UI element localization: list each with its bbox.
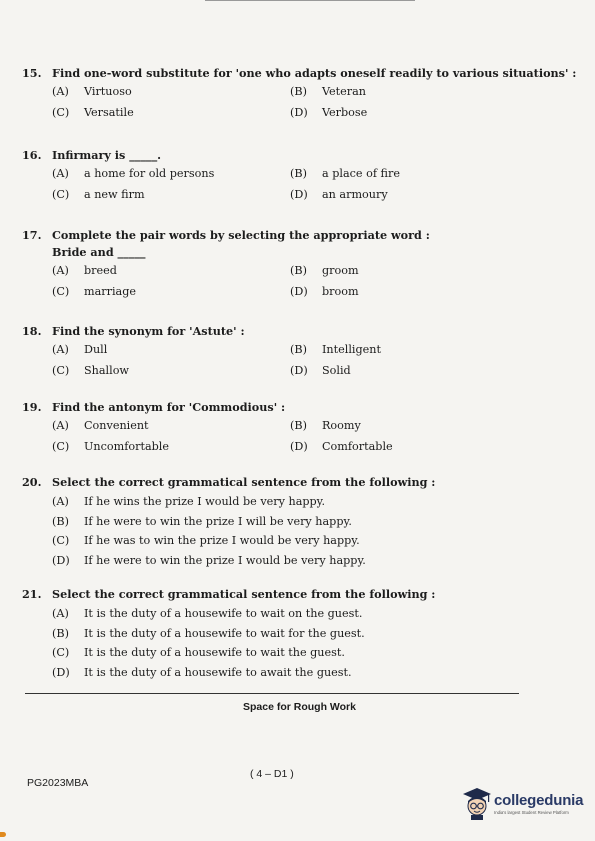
question-number: 17. — [22, 228, 42, 242]
graduate-mascot-icon — [462, 786, 492, 820]
paper-code: PG2023MBA — [27, 777, 89, 789]
option-b: (B) If he were to win the prize I will be very happy. — [52, 514, 352, 528]
option-a: (A) Convenient — [52, 419, 149, 432]
logo-tagline: India's largest Student Review Platform — [494, 809, 569, 815]
question-number: 16. — [22, 148, 42, 162]
option-d: (D) Comfortable — [290, 440, 393, 453]
question-number: 20. — [22, 475, 42, 489]
option-c: (C) Versatile — [52, 106, 134, 119]
option-a: (A) a home for old persons — [52, 167, 215, 180]
option-b: (B) Veteran — [290, 85, 367, 98]
top-edge-line — [205, 0, 415, 1]
option-d: (D) If he were to win the prize I would be very happy. — [52, 553, 366, 567]
option-a: (A) Dull — [52, 343, 108, 356]
option-d: (D) It is the duty of a housewife to await the guest. — [52, 665, 352, 679]
option-d: (D) broom — [290, 285, 359, 298]
logo-brand-text: collegedunia — [494, 791, 584, 809]
option-c: (C) marriage — [52, 285, 137, 298]
question-text: Select the correct grammatical sentence from the following : — [52, 587, 436, 601]
page-number: ( 4 – D1 ) — [250, 768, 294, 780]
page-corner-mark — [0, 832, 6, 837]
question-text: Find one-word substitute for 'one who adapts oneself readily to various situations' : — [52, 66, 577, 80]
question-number: 21. — [22, 587, 42, 601]
option-b: (B) It is the duty of a housewife to wait for the guest. — [52, 626, 365, 640]
option-a: (A) Virtuoso — [52, 85, 132, 98]
question-text: Infirmary is _____. — [52, 148, 162, 162]
option-c: (C) a new firm — [52, 188, 145, 201]
question-text: Find the antonym for 'Commodious' : — [52, 400, 286, 414]
question-18 — [22, 324, 575, 385]
option-c: (C) Uncomfortable — [52, 440, 169, 453]
question-17 — [22, 228, 575, 306]
option-d: (D) Solid — [290, 364, 351, 377]
question-text: Select the correct grammatical sentence from the following : — [52, 475, 436, 489]
question-15 — [22, 66, 575, 127]
option-c: (C) It is the duty of a housewife to wait the guest. — [52, 646, 345, 659]
question-text: Find the synonym for 'Astute' : — [52, 324, 245, 338]
option-d: (D) an armoury — [290, 188, 388, 201]
option-a: (A) breed — [52, 264, 117, 277]
collegedunia-logo — [462, 786, 583, 820]
question-20 — [22, 475, 575, 573]
question-number: 19. — [22, 400, 42, 414]
question-19 — [22, 400, 575, 461]
divider-line — [25, 693, 519, 694]
option-b: (B) Roomy — [290, 419, 361, 432]
question-number: 18. — [22, 324, 42, 338]
question-number: 15. — [22, 66, 42, 80]
option-c: (C) If he was to win the prize I would be very happy. — [52, 534, 360, 547]
option-d: (D) Verbose — [290, 106, 368, 119]
option-c: (C) Shallow — [52, 364, 130, 377]
option-b: (B) Intelligent — [290, 343, 381, 356]
rough-work-label: Space for Rough Work — [243, 701, 356, 713]
question-subtext: Bride and _____ — [52, 245, 146, 259]
option-b: (B) a place of fire — [290, 167, 400, 180]
question-text: Complete the pair words by selecting the appropriate word : — [52, 228, 430, 242]
question-16 — [22, 148, 575, 209]
option-b: (B) groom — [290, 264, 359, 277]
option-a: (A) It is the duty of a housewife to wait on the guest. — [52, 607, 363, 620]
option-a: (A) If he wins the prize I would be very happy. — [52, 495, 326, 508]
question-21 — [22, 587, 575, 685]
